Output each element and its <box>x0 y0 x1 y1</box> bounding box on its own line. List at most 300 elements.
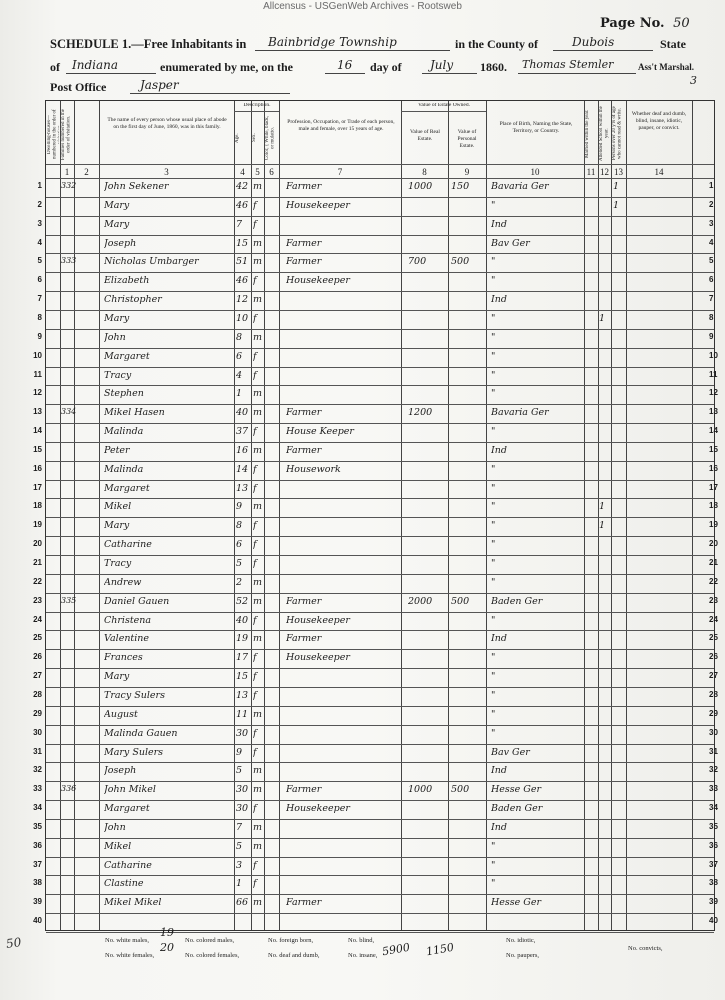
table-row <box>46 725 714 744</box>
birthplace: Ind <box>491 294 507 306</box>
personal-estate-value: 500 <box>451 595 470 607</box>
column-number: 5 <box>255 167 260 177</box>
occupation: Farmer <box>286 897 322 909</box>
sex: f <box>253 652 257 664</box>
age: 6 <box>236 350 243 362</box>
table-row <box>46 178 714 197</box>
page-number-label: Page No. <box>600 16 665 31</box>
column-number: 8 <box>422 167 427 177</box>
personal-estate-value: 500 <box>451 256 470 268</box>
header-real-estate: Value of Real Estate. <box>410 129 440 142</box>
sex: f <box>253 199 257 211</box>
line-number-left: 26 <box>33 652 42 662</box>
person-name: Tracy Sulers <box>104 689 165 701</box>
age: 42 <box>236 181 249 192</box>
table-row <box>46 480 714 499</box>
sex: m <box>253 444 263 456</box>
age: 9 <box>236 501 243 513</box>
table-row <box>46 819 714 838</box>
age: 15 <box>236 237 249 249</box>
dwelling-number: 332 <box>61 181 77 190</box>
real-estate-value: 1000 <box>408 181 433 192</box>
birthplace: Ind <box>491 444 507 456</box>
age: 19 <box>236 633 249 645</box>
table-row <box>46 875 714 894</box>
line-number-left: 6 <box>37 275 42 285</box>
sex: f <box>253 859 257 871</box>
person-name: Tracy <box>104 369 132 381</box>
birthplace: " <box>491 331 496 343</box>
day-value: 16 <box>337 58 353 72</box>
birthplace: " <box>491 388 496 400</box>
birthplace: Bavaria Ger <box>491 181 549 192</box>
line-number-right: 24 <box>709 614 718 624</box>
line-number-left: 34 <box>33 803 42 813</box>
age: 30 <box>236 727 249 739</box>
sex: m <box>253 595 263 607</box>
line-number-left: 31 <box>33 746 42 756</box>
table-row <box>46 498 714 517</box>
colored-males-label: No. colored males, <box>185 937 235 944</box>
age: 5 <box>236 840 243 852</box>
line-number-right: 6 <box>709 275 714 285</box>
person-name: Margaret <box>104 482 150 494</box>
header-occupation: Profession, Occupation, or Trade of each person, male and female, over 15 years of age. <box>287 119 395 132</box>
birthplace: " <box>491 652 496 664</box>
line-number-left: 15 <box>33 444 42 454</box>
line-number-left: 32 <box>33 765 42 775</box>
schedule-title: SCHEDULE 1.—Free Inhabitants in <box>50 37 247 51</box>
dwelling-number: 336 <box>61 784 77 794</box>
enumerated-label: enumerated by me, on the <box>160 60 293 74</box>
white-females-value: 20 <box>160 941 174 954</box>
person-name: Peter <box>104 444 130 456</box>
table-row <box>46 612 714 631</box>
line-number-right: 33 <box>709 784 718 794</box>
age: 10 <box>236 312 249 324</box>
line-number-left: 36 <box>33 840 42 850</box>
birthplace: " <box>491 426 496 438</box>
column-number: 1 <box>64 167 70 177</box>
sex: f <box>253 275 257 287</box>
birthplace: " <box>491 727 496 739</box>
birthplace: " <box>491 312 496 324</box>
age: 30 <box>236 803 249 815</box>
line-number-right: 8 <box>709 312 714 322</box>
line-number-left: 22 <box>33 576 42 586</box>
sex: m <box>253 784 263 796</box>
sex: f <box>253 614 257 626</box>
birthplace: Bav Ger <box>491 237 530 249</box>
sex: m <box>253 633 263 645</box>
table-row <box>46 197 714 216</box>
line-number-left: 3 <box>37 218 42 228</box>
personal-estate-value: 150 <box>451 181 470 192</box>
idiotic-label: No. idiotic, <box>506 937 536 944</box>
birthplace: Ind <box>491 633 507 645</box>
person-name: John Mikel <box>104 784 156 796</box>
table-row <box>46 555 714 574</box>
sex: m <box>253 237 263 249</box>
state-value: Indiana <box>72 58 119 72</box>
birthplace: " <box>491 350 496 362</box>
person-name: Mary Sulers <box>104 746 164 758</box>
person-name: Mikel Hasen <box>104 407 165 419</box>
row-divider <box>46 932 714 933</box>
line-number-right: 13 <box>709 407 718 417</box>
line-number-left: 37 <box>33 859 42 869</box>
age: 7 <box>236 218 243 230</box>
line-number-right: 26 <box>709 652 718 662</box>
line-number-left: 5 <box>37 256 42 266</box>
insane-label: No. insane, <box>348 952 378 959</box>
county-value: Dubois <box>572 35 615 49</box>
sex: f <box>253 727 257 739</box>
age: 13 <box>236 689 249 701</box>
line-number-left: 9 <box>37 331 42 341</box>
age: 46 <box>236 275 249 287</box>
occupation: Farmer <box>286 237 322 249</box>
line-number-right: 36 <box>709 840 718 850</box>
age: 46 <box>236 199 249 211</box>
line-number-right: 40 <box>709 916 718 926</box>
table-row <box>46 913 714 932</box>
line-number-right: 38 <box>709 878 718 888</box>
sex: f <box>253 218 257 230</box>
line-number-right: 39 <box>709 897 718 907</box>
sex: m <box>253 897 263 909</box>
line-number-right: 7 <box>709 294 714 304</box>
occupation: House Keeper <box>286 426 354 438</box>
birthplace: " <box>491 463 496 475</box>
sex: f <box>253 539 257 551</box>
real-estate-total: 5900 <box>381 940 411 959</box>
birthplace: " <box>491 520 496 532</box>
header-family: Families numbered in the order of visitation. <box>61 109 72 160</box>
birthplace: Baden Ger <box>491 595 543 607</box>
line-number-left: 10 <box>33 350 42 360</box>
birthplace: Ind <box>491 821 507 833</box>
age: 5 <box>236 558 243 569</box>
sex: f <box>253 671 257 683</box>
line-number-left: 25 <box>33 633 42 643</box>
line-number-right: 12 <box>709 388 718 398</box>
day-label: day of <box>370 60 402 74</box>
line-number-right: 35 <box>709 821 718 831</box>
person-name: August <box>104 708 138 720</box>
person-name: Andrew <box>104 576 142 588</box>
table-row <box>46 291 714 310</box>
sex: f <box>253 689 257 701</box>
birthplace: " <box>491 840 496 852</box>
table-row <box>46 762 714 781</box>
sheet-note: 3 <box>690 74 697 87</box>
line-number-left: 7 <box>37 294 42 304</box>
occupation: Housework <box>286 463 341 475</box>
person-name: Tracy <box>104 558 132 569</box>
age: 14 <box>236 463 249 475</box>
township-value: Bainbridge Township <box>268 35 397 49</box>
real-estate-value: 700 <box>408 256 427 268</box>
birthplace: " <box>491 539 496 551</box>
occupation: Farmer <box>286 784 322 796</box>
line-number-right: 34 <box>709 803 718 813</box>
sex: f <box>253 312 257 324</box>
birthplace: " <box>491 576 496 588</box>
line-number-right: 27 <box>709 671 718 681</box>
person-name: Clastine <box>104 878 144 890</box>
dwelling-number: 334 <box>61 407 77 417</box>
table-row <box>46 536 714 555</box>
table-row <box>46 216 714 235</box>
table-row <box>46 706 714 725</box>
table-row <box>46 272 714 291</box>
sex: m <box>253 765 263 777</box>
sex: m <box>253 576 263 588</box>
sex: m <box>253 331 263 343</box>
line-number-right: 16 <box>709 463 718 473</box>
margin-note: 50 <box>5 935 23 951</box>
header-condition: Whether deaf and dumb, blind, insane, idiotic, pauper, or convict. <box>631 111 687 131</box>
line-number-right: 14 <box>709 426 718 436</box>
age: 2 <box>236 576 243 588</box>
person-name: Catharine <box>104 859 152 871</box>
illiterate-mark: 1 <box>613 181 620 192</box>
foreign-born-label: No. foreign born, <box>268 937 314 944</box>
sex: m <box>253 294 263 306</box>
column-number: 14 <box>654 167 664 177</box>
line-number-right: 15 <box>709 444 718 454</box>
table-row <box>46 687 714 706</box>
school-attended: 1 <box>599 501 606 513</box>
age: 40 <box>236 407 249 419</box>
line-number-left: 2 <box>37 199 42 209</box>
sex: m <box>253 708 263 720</box>
header-age: Age. <box>235 133 240 143</box>
line-number-left: 24 <box>33 614 42 624</box>
dwelling-number: 333 <box>61 256 77 266</box>
table-row <box>46 838 714 857</box>
table-row <box>46 894 714 913</box>
column-number: 4 <box>240 167 245 177</box>
of-label: of <box>50 60 60 74</box>
sex: f <box>253 369 257 381</box>
table-row <box>46 517 714 536</box>
age: 11 <box>236 708 249 720</box>
column-number: 11 <box>586 167 596 177</box>
header-sex: Sex. <box>252 133 257 143</box>
county-label: in the County of <box>455 37 539 51</box>
person-name: Mary <box>104 199 130 211</box>
table-row <box>46 668 714 687</box>
header-name: The name of every person whose usual place of abode on the first day of June, 1860, was in this family. <box>107 117 227 130</box>
dwelling-number: 335 <box>61 595 77 605</box>
sex: f <box>253 350 257 362</box>
birthplace: Hesse Ger <box>491 897 542 909</box>
table-row <box>46 329 714 348</box>
birthplace: " <box>491 859 496 871</box>
person-name: Nicholas Umbarger <box>104 256 199 268</box>
age: 7 <box>236 821 243 833</box>
archive-banner: Allcensus - USGenWeb Archives - Rootsweb <box>263 1 462 12</box>
line-number-left: 12 <box>33 388 42 398</box>
person-name: Mary <box>104 312 130 324</box>
line-number-left: 30 <box>33 727 42 737</box>
person-name: Mary <box>104 218 130 230</box>
column-number: 10 <box>530 167 540 177</box>
line-number-left: 21 <box>33 558 42 567</box>
birthplace: " <box>491 878 496 890</box>
line-number-left: 11 <box>33 369 42 379</box>
age: 1 <box>236 388 243 400</box>
white-males-label: No. white males, <box>105 937 150 944</box>
line-number-left: 8 <box>37 312 42 322</box>
table-row <box>46 404 714 423</box>
person-name: Christopher <box>104 294 162 306</box>
person-name: Mikel <box>104 501 132 513</box>
school-attended: 1 <box>599 312 606 324</box>
person-name: Mary <box>104 520 130 532</box>
line-number-right: 30 <box>709 727 718 737</box>
column-number: 13 <box>614 167 623 177</box>
age: 15 <box>236 671 249 683</box>
post-office-label: Post Office <box>50 80 107 94</box>
person-name: John <box>104 821 126 833</box>
header-dwelling: Dwelling-houses—numbered in the order of <box>47 109 58 160</box>
occupation: Housekeeper <box>286 803 350 815</box>
table-row <box>46 385 714 404</box>
paupers-label: No. paupers, <box>506 952 540 959</box>
header-illiterate: Persons over 20 y'rs of age who cannot read & write. <box>612 106 623 161</box>
personal-estate-value: 500 <box>451 784 470 796</box>
age: 3 <box>236 859 243 871</box>
line-number-right: 25 <box>709 633 718 643</box>
table-row <box>46 423 714 442</box>
table-row <box>46 442 714 461</box>
birthplace: Bavaria Ger <box>491 407 549 419</box>
line-number-left: 23 <box>33 595 42 605</box>
occupation: Housekeeper <box>286 614 350 626</box>
column-number: 7 <box>337 167 343 177</box>
column-number: 3 <box>164 167 169 177</box>
age: 40 <box>236 614 249 626</box>
age: 8 <box>236 331 243 343</box>
line-number-left: 29 <box>33 708 42 718</box>
birthplace: " <box>491 199 496 211</box>
person-name: Margaret <box>104 803 150 815</box>
occupation: Farmer <box>286 595 322 607</box>
birthplace: " <box>491 558 496 569</box>
real-estate-value: 1000 <box>408 784 433 796</box>
sex: f <box>253 746 257 758</box>
census-table <box>45 100 715 931</box>
age: 8 <box>236 520 243 532</box>
sex: f <box>253 878 257 890</box>
occupation: Farmer <box>286 181 322 192</box>
age: 30 <box>236 784 249 796</box>
birthplace: " <box>491 708 496 720</box>
header-personal-estate: Value of Personal Estate. <box>457 129 477 149</box>
sex: f <box>253 463 257 475</box>
table-row <box>46 574 714 593</box>
line-number-left: 39 <box>33 897 42 907</box>
line-number-left: 38 <box>33 878 42 888</box>
line-number-right: 4 <box>709 237 714 247</box>
age: 52 <box>236 595 249 607</box>
real-estate-value: 1200 <box>408 407 433 419</box>
convicts-label: No. convicts, <box>628 945 663 952</box>
person-name: Stephen <box>104 388 144 400</box>
white-males-value: 19 <box>160 926 174 939</box>
line-number-left: 14 <box>33 426 42 436</box>
person-name: Malinda Gauen <box>104 727 178 739</box>
person-name: Christena <box>104 614 152 626</box>
birthplace: " <box>491 671 496 683</box>
line-number-left: 27 <box>33 671 42 681</box>
month-value: July <box>430 58 454 72</box>
occupation: Farmer <box>286 633 322 645</box>
table-row <box>46 800 714 819</box>
line-number-right: 9 <box>709 331 714 341</box>
sex: m <box>253 501 263 513</box>
illiterate-mark: 1 <box>613 199 620 211</box>
age: 66 <box>236 897 249 909</box>
table-row <box>46 253 714 272</box>
table-row <box>46 461 714 480</box>
post-office-value: Jasper <box>140 78 179 92</box>
column-number: 6 <box>269 167 274 177</box>
occupation: Farmer <box>286 407 322 419</box>
column-number: 2 <box>84 167 89 177</box>
occupation: Housekeeper <box>286 275 350 287</box>
person-name: Joseph <box>104 237 137 249</box>
table-row <box>46 235 714 254</box>
person-name: Frances <box>104 652 143 664</box>
birthplace: Bav Ger <box>491 746 530 758</box>
line-number-left: 4 <box>37 237 42 247</box>
person-name: Mary <box>104 671 130 683</box>
birthplace: " <box>491 614 496 626</box>
sex: m <box>253 181 263 192</box>
line-number-right: 31 <box>709 746 718 756</box>
birthplace: " <box>491 689 496 701</box>
line-number-right: 37 <box>709 859 718 869</box>
line-number-left: 18 <box>33 501 42 511</box>
line-number-right: 23 <box>709 595 718 605</box>
table-row <box>46 649 714 668</box>
colored-females-label: No. colored females, <box>185 952 240 959</box>
birthplace: " <box>491 369 496 381</box>
person-name: John <box>104 331 126 343</box>
sex: m <box>253 256 263 268</box>
age: 16 <box>236 444 249 456</box>
header-school: Attended School within the year. <box>599 106 610 161</box>
page-number <box>600 16 690 31</box>
table-row <box>46 348 714 367</box>
sex: f <box>253 803 257 815</box>
person-name: Malinda <box>104 463 144 475</box>
person-name: Valentine <box>104 633 150 645</box>
person-name: Margaret <box>104 350 150 362</box>
sex: m <box>253 407 263 419</box>
age: 4 <box>236 369 243 381</box>
year-value: 1860. <box>480 60 507 74</box>
age: 51 <box>236 256 249 268</box>
line-number-left: 35 <box>33 821 42 831</box>
person-name: Daniel Gauen <box>104 595 170 607</box>
age: 37 <box>236 426 249 438</box>
header-color: Color, { White, black, or mulatto. <box>265 115 276 161</box>
